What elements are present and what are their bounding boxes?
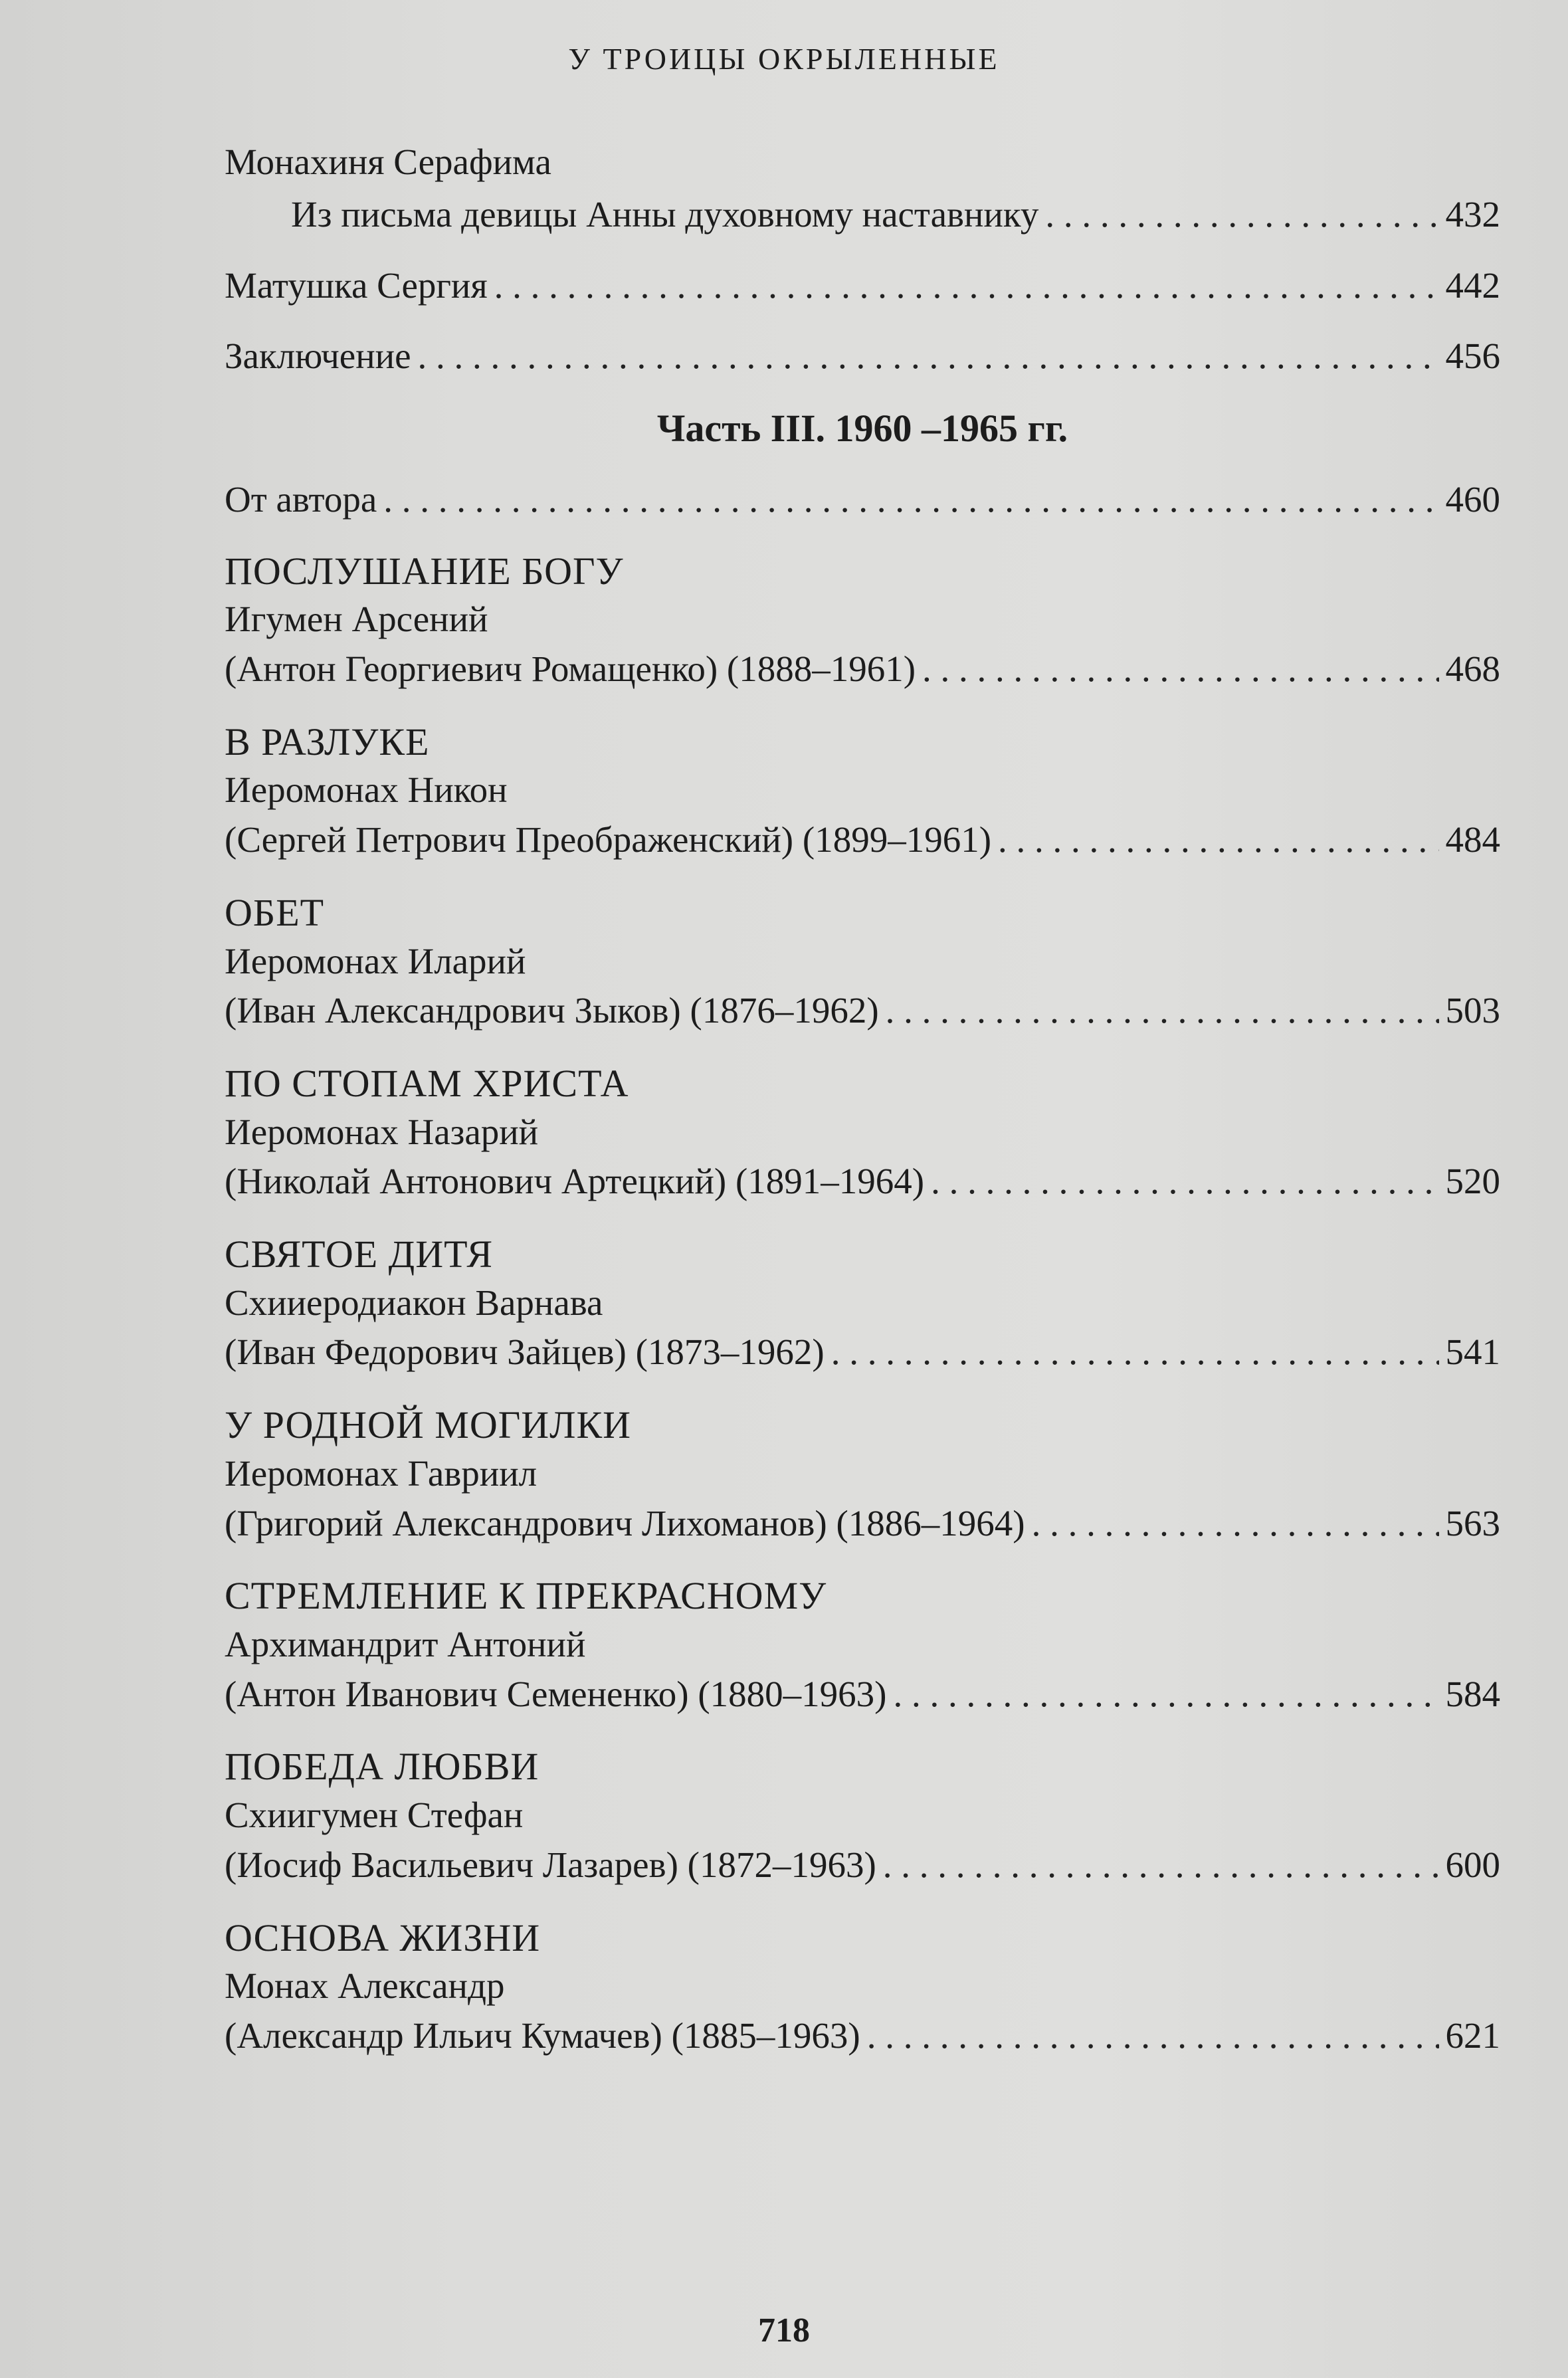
toc-section: [225, 1402, 1500, 1546]
toc-entry: [225, 1501, 1500, 1547]
dot-leader: [931, 1159, 1438, 1205]
toc-entry-title: (Григорий Александрович Лихоманов) (1886–1964): [225, 1502, 1025, 1543]
toc-page-number: 456: [1445, 336, 1500, 377]
toc-entry-title: (Сергей Петрович Преображенский) (1899–1961): [225, 819, 992, 860]
toc-author: Иеромонах Иларий: [225, 940, 526, 981]
toc-entry-title: (Антон Иванович Семененко) (1880–1963): [225, 1673, 887, 1714]
toc-author: Иеромонах Никон: [225, 769, 508, 811]
toc-section: [225, 719, 1500, 863]
toc-page-number: 520: [1445, 1161, 1500, 1202]
toc-entry-title: (Николай Антонович Артецкий) (1891–1964): [225, 1161, 925, 1202]
section-heading: ОСНОВА ЖИЗНИ: [225, 1916, 541, 1959]
section-heading: СТРЕМЛЕНИЕ К ПРЕКРАСНОМУ: [225, 1574, 827, 1618]
toc-section: [225, 1915, 1500, 2059]
toc-entry-title: (Иван Федорович Зайцев) (1873–1962): [225, 1332, 825, 1373]
section-heading: ПО СТОПАМ ХРИСТА: [225, 1062, 629, 1106]
toc-page-number: 460: [1445, 479, 1500, 520]
section-heading: В РАЗЛУКЕ: [225, 720, 430, 763]
table-of-contents: [225, 140, 1500, 2086]
toc-entry: [225, 2013, 1500, 2059]
section-heading: СВЯТОЕ ДИТЯ: [225, 1233, 494, 1276]
dot-leader: [494, 263, 1439, 309]
toc-entry: [225, 1672, 1500, 1718]
toc-page-number: 541: [1445, 1332, 1500, 1373]
toc-page-number: 442: [1445, 264, 1500, 306]
toc-section: [225, 1060, 1500, 1205]
dot-leader: [883, 1842, 1439, 1888]
dot-leader: [922, 646, 1438, 692]
toc-author: Монахиня Серафима: [225, 142, 551, 182]
toc-section: [225, 1573, 1500, 1717]
dot-leader: [998, 817, 1438, 863]
dot-leader: [893, 1672, 1438, 1718]
dot-leader: [867, 2013, 1439, 2059]
dot-leader: [417, 334, 1438, 379]
toc-entry-title: (Антон Георгиевич Ромащенко) (1888–1961): [225, 648, 916, 690]
toc-entry: [225, 817, 1500, 863]
toc-entry: [225, 263, 1500, 309]
toc-section: [225, 1231, 1500, 1375]
toc-author: Иеромонах Назарий: [225, 1111, 539, 1152]
toc-entry: [225, 192, 1500, 238]
dot-leader: [1045, 192, 1438, 238]
toc-page-number: 563: [1445, 1502, 1500, 1543]
section-heading: ОБЕТ: [225, 890, 325, 934]
toc-entry: [225, 646, 1500, 692]
toc-author: Архимандрит Антоний: [225, 1623, 586, 1664]
toc-entry: [225, 1842, 1500, 1888]
toc-author: Схиигумен Стефан: [225, 1795, 524, 1835]
toc-entry: [225, 988, 1500, 1034]
toc-entry-title: (Иосиф Васильевич Лазарев) (1872–1963): [225, 1844, 876, 1885]
toc-section: [225, 548, 1500, 692]
dot-leader: [831, 1330, 1439, 1375]
toc-author: Иеромонах Гавриил: [225, 1452, 538, 1494]
toc-entry: [225, 334, 1500, 379]
section-heading: У РОДНОЙ МОГИЛКИ: [225, 1403, 632, 1447]
section-heading: ПОБЕДА ЛЮБВИ: [225, 1745, 539, 1789]
part-heading: Часть III. 1960 –1965 гг.: [656, 407, 1068, 450]
toc-entry: [225, 1330, 1500, 1375]
page-number: 718: [758, 2312, 810, 2349]
toc-author: Схииеродиакон Варнава: [225, 1282, 603, 1323]
toc-entry-title: От автора: [225, 479, 377, 520]
toc-page-number: 432: [1445, 193, 1500, 235]
toc-entry-title: Матушка Сергия: [225, 264, 488, 306]
dot-leader: [383, 477, 1438, 523]
toc-page-number: 468: [1445, 648, 1500, 690]
toc-section: [225, 890, 1500, 1034]
toc-page-number: 503: [1445, 990, 1500, 1031]
toc-page-number: 600: [1445, 1844, 1500, 1885]
toc-page-number: 484: [1445, 819, 1500, 860]
toc-author: Монах Александр: [225, 1965, 505, 2007]
section-heading: ПОСЛУШАНИЕ БОГУ: [225, 549, 624, 593]
dot-leader: [886, 988, 1439, 1034]
toc-entry-title: (Александр Ильич Кумачев) (1885–1963): [225, 2015, 860, 2056]
toc-author: Игумен Арсений: [225, 599, 488, 640]
toc-entry: [225, 477, 1500, 523]
toc-section: [225, 1743, 1500, 1888]
running-head: У ТРОИЦЫ ОКРЫЛЕННЫЕ: [568, 42, 1000, 76]
toc-entry: [225, 1159, 1500, 1205]
toc-entry-title: Заключение: [225, 336, 411, 377]
toc-entry-title: (Иван Александрович Зыков) (1876–1962): [225, 990, 879, 1031]
toc-page-number: 584: [1445, 1673, 1500, 1714]
toc-entry-title: Из письма девицы Анны духовному наставнику: [291, 193, 1039, 235]
dot-leader: [1032, 1501, 1439, 1547]
toc-page-number: 621: [1445, 2015, 1500, 2056]
